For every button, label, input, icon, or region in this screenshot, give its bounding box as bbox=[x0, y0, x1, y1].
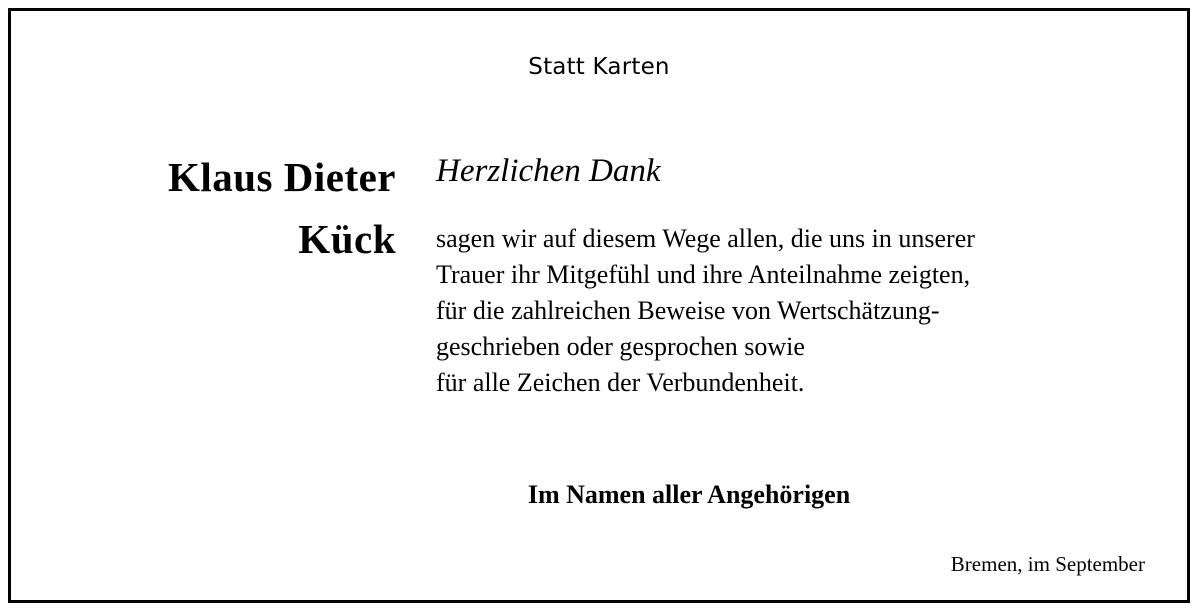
thanks-body-line-2: Trauer ihr Mitgefühl und ihre Anteilnahme zeigten, bbox=[436, 260, 971, 289]
thanks-body bbox=[436, 221, 1136, 401]
thanks-block bbox=[436, 151, 1136, 401]
place-and-date: Bremen, im September bbox=[950, 552, 1145, 576]
deceased-name-line-2: Kück bbox=[298, 216, 396, 262]
thanks-body-line-4: geschrieben oder gesprochen sowie bbox=[436, 332, 805, 361]
thanks-body-line-1: sagen wir auf diesem Wege allen, die uns in unserer bbox=[436, 224, 975, 253]
family-signature: Im Namen aller Angehörigen bbox=[527, 480, 851, 509]
thanks-heading: Herzlichen Dank bbox=[436, 153, 661, 189]
deceased-name-line-1: Klaus Dieter bbox=[167, 154, 396, 200]
thanks-body-line-5: für alle Zeichen der Verbundenheit. bbox=[436, 368, 805, 397]
deceased-name bbox=[51, 146, 396, 270]
obituary-card bbox=[8, 8, 1190, 603]
statt-karten-header: Statt Karten bbox=[528, 54, 670, 80]
thanks-body-line-3: für die zahlreichen Beweise von Wertschätzung- bbox=[436, 296, 940, 325]
